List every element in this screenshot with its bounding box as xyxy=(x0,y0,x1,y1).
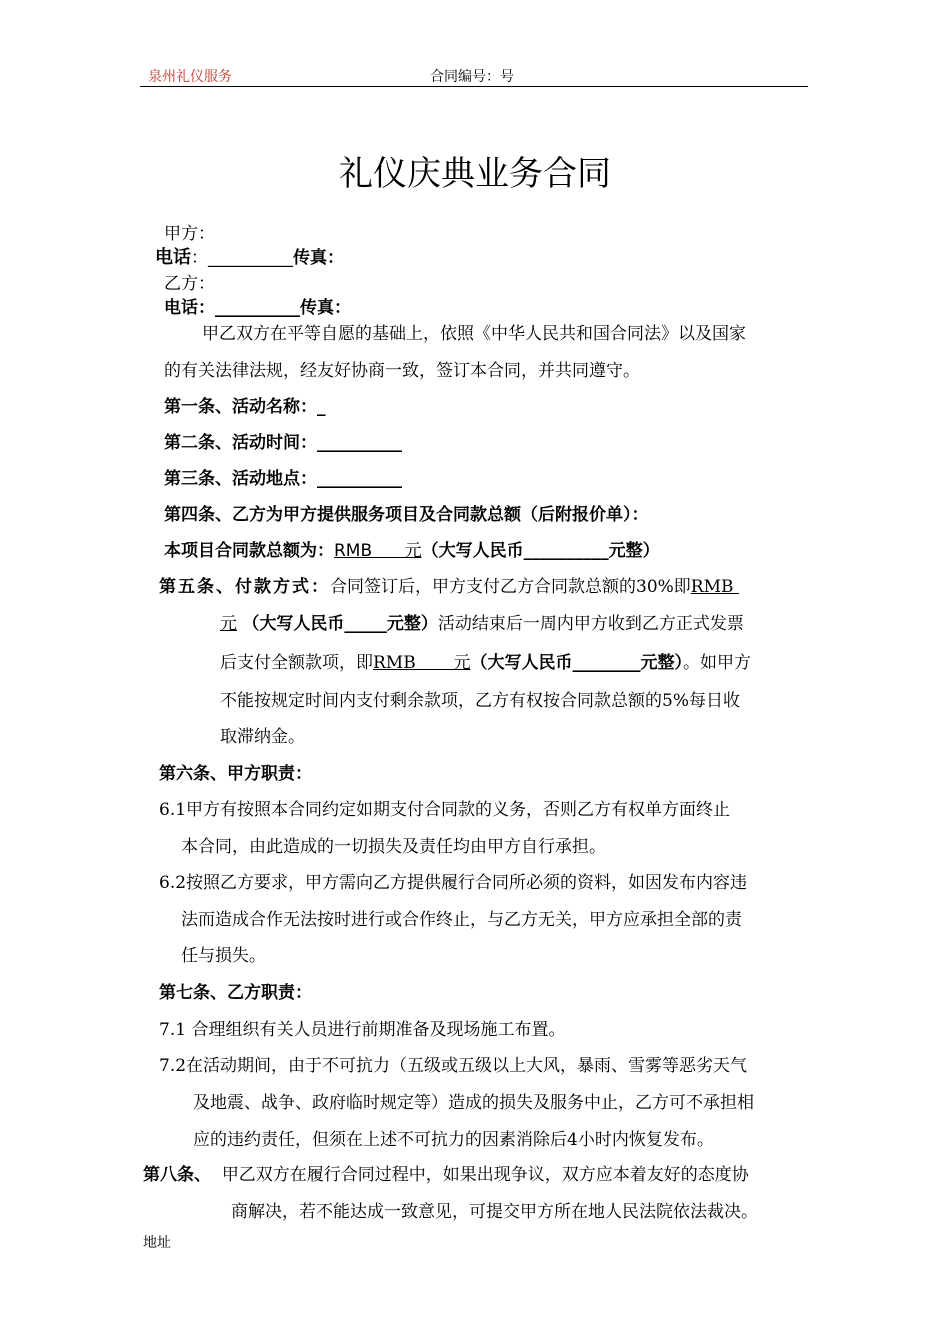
article-8-text-1: 甲乙双方在履行合同过程中，如果出现争议，双方应本着友好的态度协 xyxy=(221,1165,749,1185)
header-contract-number: 合同编号：号 xyxy=(430,69,514,85)
article-1: 第一条、活动名称：_ xyxy=(164,397,326,417)
clause-6-2-line-2: 法而造成合作无法按时进行或合作终止，与乙方无关，甲方应承担全部的责 xyxy=(181,910,742,930)
article-5-rmb: RMB xyxy=(690,577,739,597)
party-b-label: 乙方： xyxy=(164,274,215,294)
party-b-phone-line: 电话：__________传真： xyxy=(164,298,351,318)
phone-label: 电话 xyxy=(155,247,191,268)
article-5-line-3 xyxy=(220,648,751,673)
article-5-label: 第五条、付款方式： xyxy=(159,577,330,597)
article-5-text-2: 活动结束后一周内甲方收到乙方正式发票 xyxy=(437,614,744,634)
document-title: 礼仪庆典业务合同 xyxy=(339,154,611,194)
article-7-heading: 第七条、乙方职责： xyxy=(159,983,312,1003)
article-5-rmb-2: RMB 元 xyxy=(373,653,471,673)
phone-blank: __________ xyxy=(208,248,293,268)
article-2: 第二条、活动时间：__________ xyxy=(164,433,402,453)
article-5-line-1 xyxy=(159,572,739,597)
article-6-heading: 第六条、甲方职责： xyxy=(159,764,312,784)
footer-address: 地址 xyxy=(143,1235,171,1251)
article-5-line-2 xyxy=(220,609,744,634)
article-5-line-5: 取滞纳金。 xyxy=(220,727,305,747)
clause-7-2-line-2: 及地震、战争、政府临时规定等）造成的损失及服务中止，乙方可不承担相 xyxy=(193,1093,754,1113)
article-5-text-3: 后支付全额款项，即 xyxy=(220,653,373,673)
article-5-line-4: 不能按规定时间内支付剩余款项，乙方有权按合同款总额的5%每日收 xyxy=(220,691,740,711)
article-8-line-2: 商解决，若不能达成一致意见，可提交甲方所在地人民法院依法裁决。 xyxy=(231,1202,758,1222)
article-3: 第三条、活动地点：__________ xyxy=(164,469,402,489)
article-5-text-1: 合同签订后，甲方支付乙方合同款总额的30%即 xyxy=(330,577,691,597)
clause-7-2-line-1: 7.2在活动期间，由于不可抗力（五级或五级以上大风，暴雨、雪雾等恶劣天气 xyxy=(159,1056,748,1076)
clause-6-2-line-3: 任与损失。 xyxy=(181,946,266,966)
clause-6-2-line-1: 6.2按照乙方要求，甲方需向乙方提供履行合同所必须的资料，如因发布内容违 xyxy=(159,873,748,893)
party-a-label: 甲方： xyxy=(164,224,215,244)
article-8-line-1 xyxy=(143,1160,749,1185)
article-5-chinese-amount-2: （大写人民币________元整） xyxy=(470,653,684,673)
phone-colon: ： xyxy=(191,248,208,268)
article-5-text-4: 。如甲方 xyxy=(683,653,752,673)
clause-7-2-line-3: 应的违约责任，但须在上述不可抗力的因素消除后4小时内恢复发布。 xyxy=(193,1130,714,1150)
article-5-yuan: 元 xyxy=(220,614,237,634)
total-label: 本项目合同款总额为： xyxy=(164,541,334,561)
party-a-phone-line xyxy=(155,243,344,269)
fax-label: 传真： xyxy=(293,248,344,268)
clause-7-1: 7.1 合理组织有关人员进行前期准备及现场施工布置。 xyxy=(159,1020,566,1040)
article-8-label: 第八条、 xyxy=(143,1165,211,1185)
clause-6-1-line-1: 6.1甲方有按照本合同约定如期支付合同款的义务，否则乙方有权单方面终止 xyxy=(159,800,731,820)
contract-total-line xyxy=(164,536,660,561)
article-4: 第四条、乙方为甲方提供服务项目及合同款总额（后附报价单）： xyxy=(164,505,649,525)
article-5-chinese-amount: （大写人民币_____元整） xyxy=(242,614,438,634)
preamble-line-2: 的有关法律法规，经友好协商一致，签订本合同，并共同遵守。 xyxy=(164,361,640,381)
total-chinese-amount: （大写人民币__________元整） xyxy=(421,541,660,561)
preamble-line-1: 甲乙双方在平等自愿的基础上，依照《中华人民共和国合同法》以及国家 xyxy=(202,324,746,344)
header-divider xyxy=(140,86,808,87)
total-rmb: RMB 元 xyxy=(334,541,422,561)
clause-6-1-line-2: 本合同，由此造成的一切损失及责任均由甲方自行承担。 xyxy=(181,837,606,857)
header-company: 泉州礼仪服务 xyxy=(148,69,232,85)
